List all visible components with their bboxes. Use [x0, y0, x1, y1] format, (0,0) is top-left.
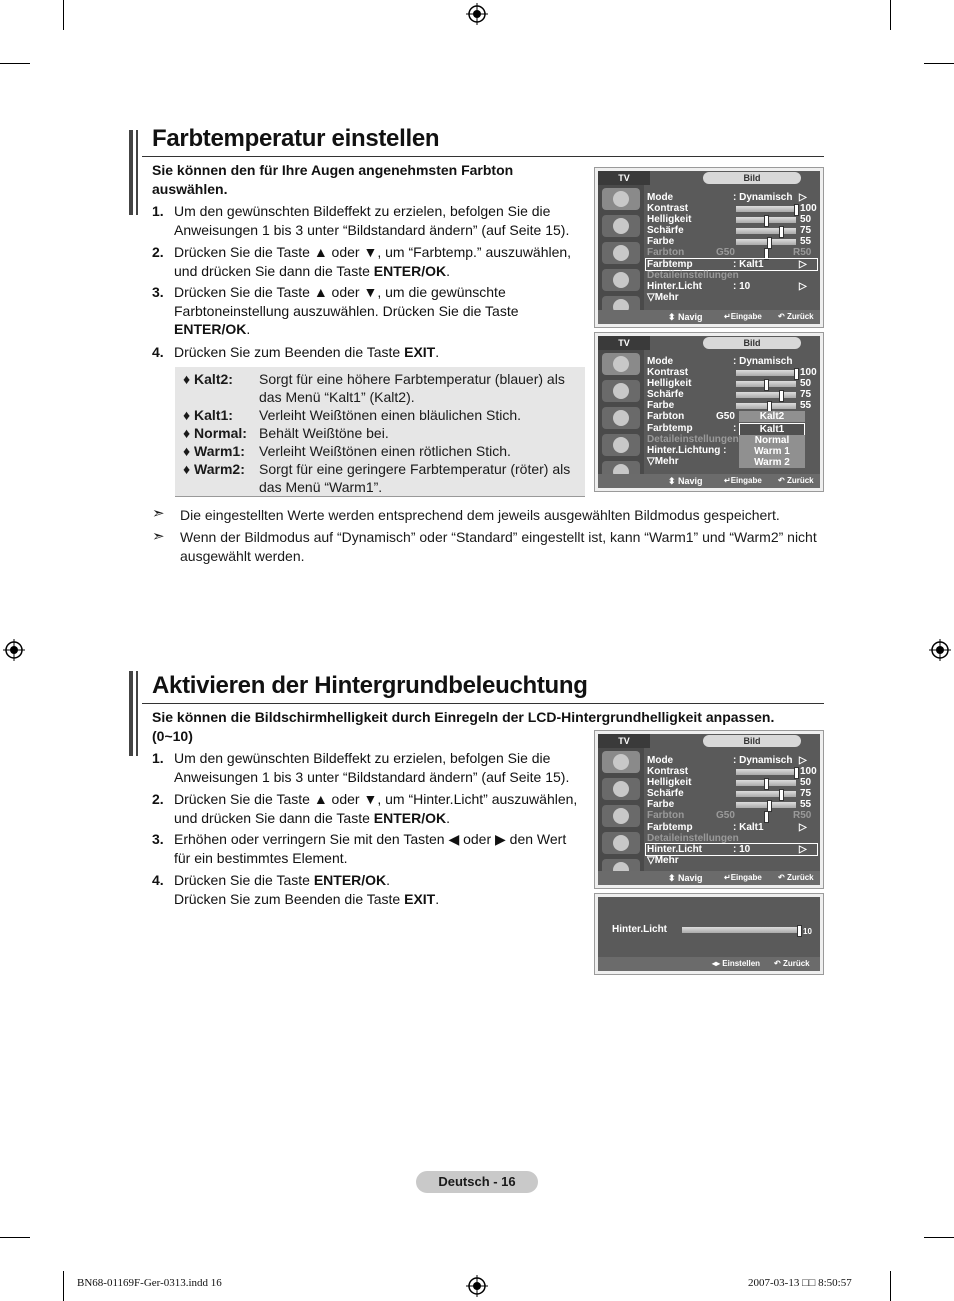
- section-title: Farbtemperatur einstellen: [152, 125, 440, 152]
- section-intro: Sie können die Bildschirmhelligkeit durch Einregeln der LCD-Hintergrundhelligkeit anpassen. (0~10): [152, 709, 775, 744]
- osd-screen-backlight-slider: [594, 893, 824, 975]
- osd-farbtemp: Farbtemp : Kalt1 ▷: [647, 822, 807, 833]
- crop-mark: [924, 63, 954, 64]
- osd-hinterlicht: Hinter.Licht : 10 ▷: [647, 844, 807, 855]
- option-key: ♦ Kalt2:: [183, 371, 233, 387]
- farbe-value: 55: [800, 799, 812, 810]
- section-intro: Sie können den für Ihre Augen angenehmsten Farbton auswählen.: [152, 162, 514, 197]
- step-text: [174, 283, 582, 339]
- key-name: ENTER/OK: [373, 809, 447, 826]
- schaerfe-value: 75: [800, 389, 812, 400]
- einstellen-hint: ◂▸ Einstellen: [712, 959, 761, 968]
- dropdown-option[interactable]: Warm 2: [739, 457, 805, 468]
- osd-hinterlicht: Hinter.Licht : 10 ▷: [647, 281, 807, 292]
- option-key: ♦ Warm1:: [183, 443, 245, 459]
- osd-mehr: ▽Mehr: [647, 456, 679, 467]
- osd-mode: Mode : Dynamisch: [647, 356, 793, 367]
- osd-detail: Detaileinstellungen: [647, 270, 739, 281]
- step-number: 4.: [152, 872, 164, 888]
- step-text: [174, 202, 582, 239]
- key-name: ENTER/OK: [373, 262, 447, 279]
- registration-mark-icon: [929, 639, 951, 661]
- kontrast-value: 100: [800, 367, 817, 378]
- page-number: Deutsch - 16: [416, 1171, 538, 1193]
- step-text-part: Erhöhen oder verringern Sie mit den Tasten ◀ oder ▶ den Wert für ein bestimmtes Element.: [174, 831, 567, 866]
- osd-footer: [598, 310, 820, 324]
- kontrast-bar: [736, 370, 796, 376]
- option-description: Behält Weißtöne bei.: [259, 425, 389, 441]
- dropdown-option[interactable]: Normal: [739, 435, 805, 446]
- heading-bar: [136, 130, 138, 215]
- osd-kontrast: Kontrast: [647, 367, 689, 378]
- picture-icon: [602, 751, 640, 773]
- crop-mark: [890, 1271, 891, 1301]
- registration-mark-icon: [466, 1275, 488, 1297]
- navig-hint: ⬍ Navig: [668, 312, 703, 322]
- farbe-bar: [736, 802, 796, 808]
- key-name: EXIT: [404, 344, 436, 360]
- schaerfe-value: 75: [800, 225, 812, 236]
- registration-mark-icon: [3, 639, 25, 661]
- picture-icon: [602, 188, 640, 210]
- osd-schaerfe: Schärfe: [647, 389, 684, 400]
- osd-screen-hinterlicht: [594, 730, 824, 889]
- crop-mark: [924, 1237, 954, 1238]
- osd-farbe: Farbe: [647, 400, 675, 411]
- heading-bar: [129, 130, 133, 215]
- step-text-part: Drücken Sie die Taste ▲ oder ▼, um die gewünschte Farbtoneinstellung auszuwählen. Drücken Sie die Taste: [174, 284, 519, 319]
- print-slug-right: 2007-03-13 □□ 8:50:57: [748, 1277, 852, 1289]
- heading-rule: [142, 156, 824, 157]
- step-text-part: Drücken Sie die Taste ▲ oder ▼, um “Hinter.Licht” auszuwählen, und drücken Sie dann die Taste: [174, 791, 578, 826]
- note: Wenn der Bildmodus auf “Dynamisch” oder “Standard” eingestellt ist, kann “Warm1” und “Warm2” nicht ausgewählt werden.: [180, 529, 817, 564]
- osd-helligkeit: Helligkeit: [647, 378, 692, 389]
- osd-screen-farbtemp-dropdown: [594, 332, 824, 492]
- schaerfe-knob: [779, 390, 784, 402]
- farbe-value: 55: [800, 400, 812, 411]
- osd-tv-label: TV: [598, 171, 650, 185]
- schaerfe-value: 75: [800, 788, 812, 799]
- setup-icon: [602, 832, 640, 854]
- option-key: ♦ Warm2:: [183, 461, 245, 477]
- kontrast-knob: [794, 204, 799, 216]
- osd-screen-farbtemp: [594, 167, 824, 328]
- section-title: Aktivieren der Hintergrundbeleuchtung: [152, 672, 588, 699]
- note: Die eingestellten Werte werden entsprechend dem jeweils ausgewählten Bildmodus gespeichert.: [180, 507, 780, 523]
- osd-footer: [598, 871, 820, 885]
- osd-helligkeit: Helligkeit: [647, 214, 692, 225]
- dropdown-option[interactable]: Warm 1: [739, 446, 805, 457]
- osd-hinterlicht: Hinter.Lichtung :: [647, 445, 727, 456]
- step-text-part: Um den gewünschten Bildeffekt zu erzielen, befolgen Sie die Anweisungen 1 bis 3 unter “Bildstandard ändern” (auf Seite 15).: [174, 750, 570, 785]
- farbton-knob: [764, 811, 769, 823]
- helligkeit-knob: [764, 215, 769, 227]
- backlight-knob[interactable]: [797, 925, 802, 937]
- setup-icon: [602, 269, 640, 291]
- schaerfe-bar: [736, 392, 796, 398]
- kontrast-knob: [794, 767, 799, 779]
- backlight-bar[interactable]: [682, 927, 800, 933]
- note-arrow-icon: ➣: [152, 505, 165, 522]
- osd-footer: [598, 474, 820, 488]
- kontrast-bar: [736, 769, 796, 775]
- kontrast-value: 100: [800, 203, 817, 214]
- step-text-part: Drücken Sie die Taste: [174, 872, 314, 888]
- zurueck-hint: ↶ Zurück: [778, 873, 814, 882]
- eingabe-hint: ↵Eingabe: [724, 312, 762, 321]
- osd-farbtemp: Farbtemp :: [647, 423, 737, 434]
- helligkeit-knob: [764, 379, 769, 391]
- helligkeit-knob: [764, 778, 769, 790]
- step-number: 2.: [152, 791, 164, 807]
- osd-footer: [598, 957, 820, 971]
- option-description: Sorgt für eine geringere Farbtemperatur (röter) als das Menü “Warm1”.: [259, 461, 571, 495]
- osd-kontrast: Kontrast: [647, 203, 689, 214]
- navig-hint: ⬍ Navig: [668, 476, 703, 486]
- schaerfe-knob: [779, 226, 784, 238]
- sound-icon: [602, 215, 640, 237]
- zurueck-hint: ↶ Zurück: [778, 312, 814, 321]
- key-name: ENTER/OK: [313, 872, 387, 888]
- setup-icon: [602, 434, 640, 456]
- schaerfe-bar: [736, 791, 796, 797]
- osd-mode: Mode : Dynamisch ▷: [647, 755, 807, 766]
- step-text-part: Um den gewünschten Bildeffekt zu erzielen, befolgen Sie die Anweisungen 1 bis 3 unter “Bildstandard ändern” (auf Seite 15).: [174, 203, 570, 238]
- registration-mark-icon: [466, 3, 488, 25]
- osd-schaerfe: Schärfe: [647, 225, 684, 236]
- osd-farbe: Farbe: [647, 799, 675, 810]
- osd-mode: Mode : Dynamisch ▷: [647, 192, 807, 203]
- option-key: ♦ Kalt1:: [183, 407, 233, 423]
- kontrast-knob: [794, 368, 799, 380]
- note-arrow-icon: ➣: [152, 528, 165, 545]
- zurueck-hint: ↶ Zurück: [774, 959, 810, 968]
- step-text-part: .: [246, 321, 251, 337]
- step-number: 3.: [152, 831, 164, 847]
- navig-hint: ⬍ Navig: [668, 873, 703, 883]
- options-table: [175, 367, 585, 497]
- osd-farbe: Farbe: [647, 236, 675, 247]
- step-text: [174, 243, 582, 280]
- option-key: ♦ Normal:: [183, 425, 247, 441]
- step-text-part: .: [435, 890, 440, 907]
- dropdown-option[interactable]: Kalt2: [739, 411, 805, 422]
- schaerfe-knob: [779, 789, 784, 801]
- helligkeit-value: 50: [800, 214, 812, 225]
- osd-schaerfe: Schärfe: [647, 788, 684, 799]
- step-number: 1.: [152, 203, 164, 219]
- step-text-part: .: [446, 809, 451, 826]
- schaerfe-bar: [736, 228, 796, 234]
- crop-mark: [0, 63, 30, 64]
- osd-sidebar: [598, 350, 644, 474]
- osd-mehr: ▽Mehr: [647, 855, 679, 866]
- channel-icon: [602, 407, 640, 429]
- osd-tv-label: TV: [598, 734, 650, 748]
- heading-rule: [142, 703, 824, 704]
- step-number: 1.: [152, 750, 164, 766]
- kontrast-bar: [736, 206, 796, 212]
- picture-icon: [602, 353, 640, 375]
- sound-icon: [602, 778, 640, 800]
- step-number: 2.: [152, 244, 164, 260]
- osd-menu-title: Bild: [703, 337, 801, 349]
- osd-farbton: Farbton G50 R50: [647, 810, 812, 821]
- osd-kontrast: Kontrast: [647, 766, 689, 777]
- step-text: [174, 830, 582, 867]
- step-text-part: .: [435, 344, 440, 360]
- option-description: Sorgt für eine höhere Farbtemperatur (blauer) als das Menü “Kalt1” (Kalt2).: [259, 371, 565, 405]
- step-text-part: . Drücken Sie zum Beenden die Taste: [174, 872, 401, 907]
- step-text-part: Drücken Sie zum Beenden die Taste: [174, 344, 405, 360]
- step-number: 3.: [152, 284, 164, 300]
- dropdown-option-selected[interactable]: Kalt1: [739, 423, 805, 436]
- osd-sidebar: [598, 748, 644, 871]
- step-text: [174, 343, 582, 362]
- osd-sidebar: [598, 185, 644, 310]
- option-description: Verleiht Weißtönen einen rötlichen Stich.: [259, 443, 511, 459]
- eingabe-hint: ↵Eingabe: [724, 873, 762, 882]
- channel-icon: [602, 242, 640, 264]
- print-slug-left: BN68-01169F-Ger-0313.indd 16: [77, 1277, 222, 1289]
- zurueck-hint: ↶ Zurück: [778, 476, 814, 485]
- farbe-bar: [736, 403, 796, 409]
- osd-menu-title: Bild: [703, 172, 801, 184]
- osd-menu-title: Bild: [703, 735, 801, 747]
- backlight-value: 10: [803, 927, 812, 936]
- eingabe-hint: ↵Eingabe: [724, 476, 762, 485]
- kontrast-value: 100: [800, 766, 817, 777]
- crop-mark: [63, 0, 64, 30]
- sound-icon: [602, 380, 640, 402]
- crop-mark: [890, 0, 891, 30]
- helligkeit-value: 50: [800, 378, 812, 389]
- helligkeit-value: 50: [800, 777, 812, 788]
- crop-mark: [63, 1271, 64, 1301]
- farbe-value: 55: [800, 236, 812, 247]
- key-name: ENTER/OK: [174, 321, 247, 337]
- key-name: EXIT: [404, 890, 436, 907]
- osd-detail: Detaileinstellungen: [647, 833, 739, 844]
- backlight-label: Hinter.Licht: [612, 924, 668, 935]
- osd-farbton: Farbton G50: [647, 411, 735, 422]
- heading-bar: [136, 671, 138, 756]
- heading-bar: [129, 671, 133, 756]
- osd-detail: Detaileinstellungen: [647, 434, 739, 445]
- option-description: Verleiht Weißtönen einen bläulichen Stich.: [259, 407, 522, 423]
- step-text: [174, 790, 582, 827]
- osd-tv-label: TV: [598, 336, 650, 350]
- step-text-part: .: [446, 262, 451, 279]
- crop-mark: [0, 1237, 30, 1238]
- osd-helligkeit: Helligkeit: [647, 777, 692, 788]
- osd-farbton: Farbton G50 R50: [647, 247, 812, 258]
- channel-icon: [602, 805, 640, 827]
- step-number: 4.: [152, 344, 164, 360]
- step-text: [174, 871, 582, 908]
- osd-mehr: ▽Mehr: [647, 292, 679, 303]
- osd-farbtemp: Farbtemp : Kalt1 ▷: [647, 259, 807, 270]
- step-text-part: Drücken Sie die Taste ▲ oder ▼, um “Farbtemp.” auszuwählen, und drücken Sie dann die Taste: [174, 244, 572, 279]
- step-text: [174, 749, 582, 786]
- farbe-bar: [736, 239, 796, 245]
